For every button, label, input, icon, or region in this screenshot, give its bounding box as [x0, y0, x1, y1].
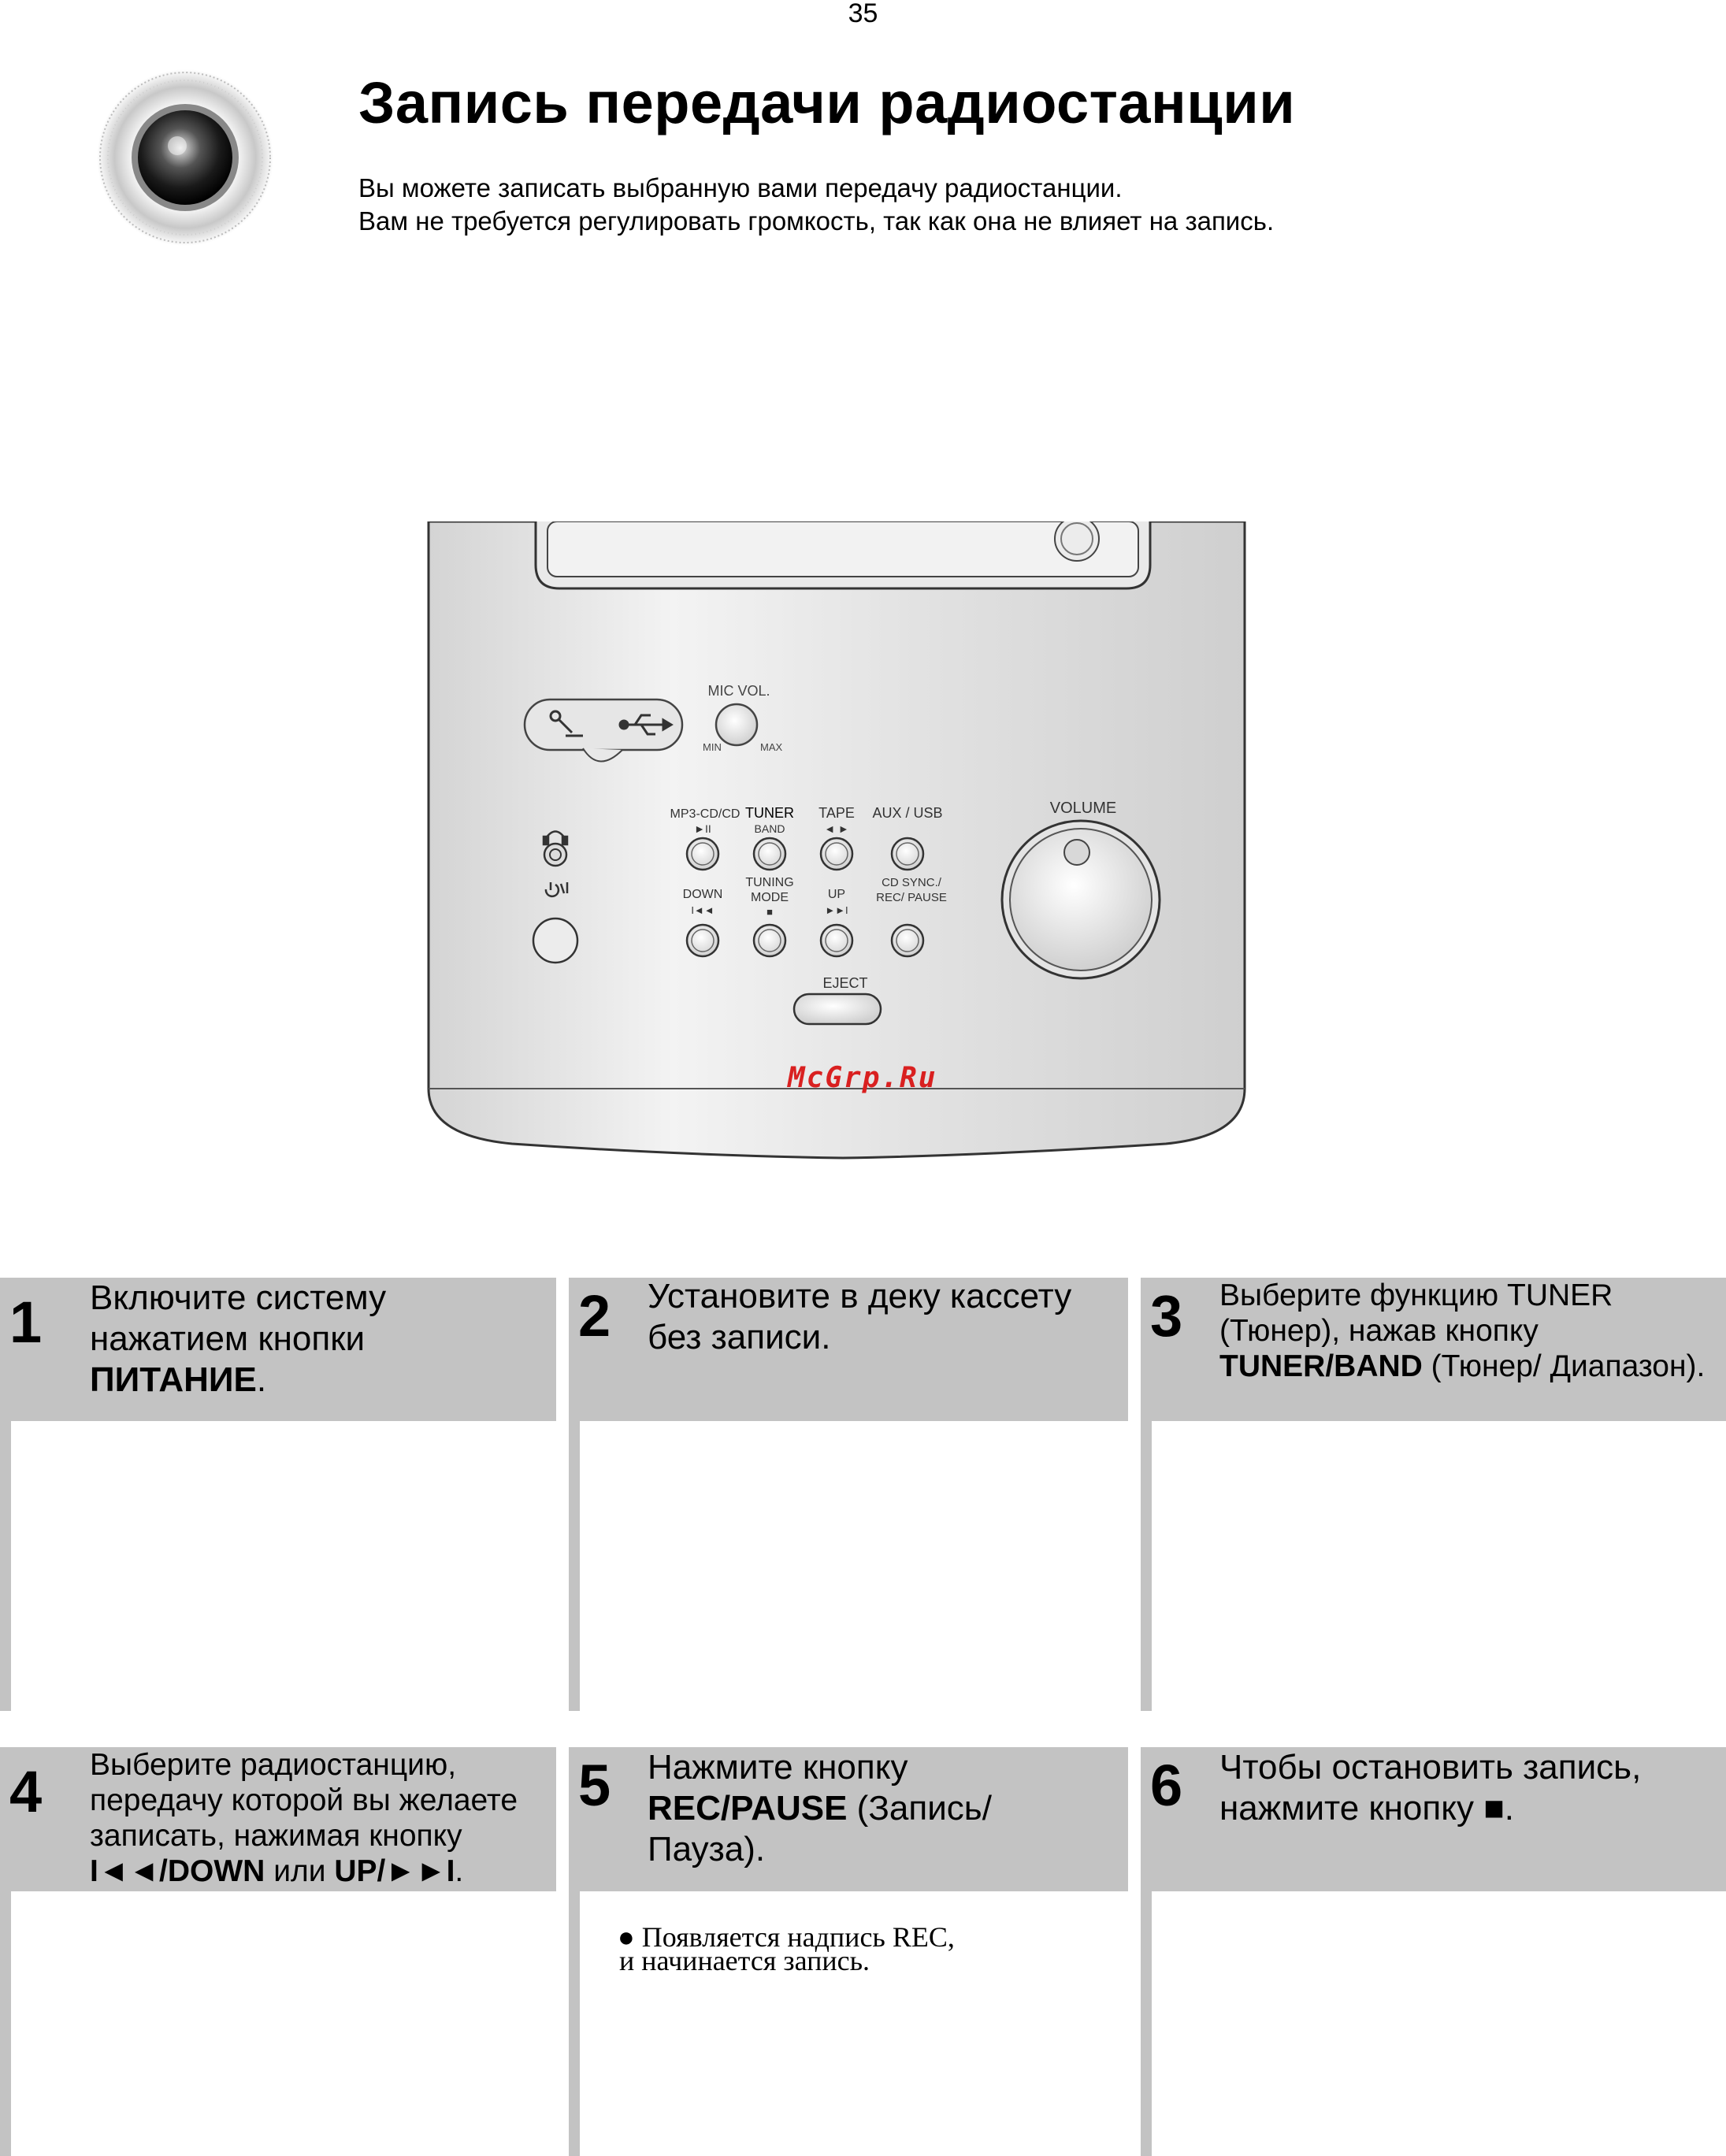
- power-button[interactable]: [533, 918, 577, 963]
- mp3cd-label: MP3-CD/CD: [670, 807, 741, 821]
- step-1: [0, 1278, 556, 1711]
- down-sub-label: I◄◄: [691, 904, 715, 916]
- step-6-number: 6: [1150, 1753, 1183, 1818]
- step-6: [1141, 1747, 1726, 2156]
- down-label: DOWN: [682, 888, 723, 901]
- step-6-text: Чтобы остановить запись, нажмите кнопку ■.: [1219, 1748, 1642, 1828]
- intro-text: [358, 172, 1274, 238]
- mic-vol-label: MIC VOL.: [707, 683, 770, 699]
- mic-vol-min-label: MIN: [703, 741, 722, 753]
- step-2: [569, 1278, 1128, 1711]
- eject-label: EJECT: [822, 975, 868, 991]
- up-sub-label: ►►I: [825, 904, 848, 916]
- step-5-note-line-2: и начинается запись.: [619, 1945, 870, 1976]
- tuner-label: TUNER: [745, 805, 794, 821]
- tuning-label: TUNING: [745, 876, 794, 889]
- recpause-label: REC/ PAUSE: [876, 891, 947, 904]
- step-5: [569, 1747, 1128, 2156]
- step-2-number: 2: [578, 1283, 611, 1349]
- mp3cd-sub-label: ►II: [694, 822, 711, 835]
- step-1-text: Включите систему нажатием кнопки ПИТАНИЕ.: [90, 1278, 387, 1399]
- step-5-note-line-1: Появляется надпись REC,: [641, 1921, 955, 1953]
- step-2-text: Установите в деку кассету без записи.: [648, 1277, 1072, 1356]
- tuning-sub-label: ■: [766, 906, 773, 918]
- up-label: UP: [827, 888, 846, 901]
- volume-label: VOLUME: [1049, 800, 1117, 817]
- step-4-number: 4: [9, 1759, 43, 1824]
- page-number: 35: [848, 0, 878, 28]
- cdsync-label: CD SYNC./: [882, 876, 941, 889]
- page-title: Запись передачи радиостанции: [358, 70, 1296, 135]
- step-3: [1141, 1278, 1726, 1711]
- step-3-number: 3: [1150, 1283, 1183, 1349]
- tape-label: TAPE: [818, 805, 855, 821]
- mic-vol-max-label: MAX: [760, 741, 783, 753]
- step-5-number: 5: [578, 1753, 611, 1818]
- aux-usb-label: AUX / USB: [872, 805, 943, 821]
- eject-button[interactable]: [794, 994, 881, 1024]
- step-5-text: Нажмите кнопку REC/PAUSE (Запись/ Пауза).: [648, 1748, 992, 1868]
- step-3-text: Выберите функцию TUNER (Тюнер), нажав кнопку TUNER/BAND (Тюнер/ Диапазон).: [1219, 1278, 1706, 1383]
- mic-vol-knob[interactable]: [716, 704, 757, 745]
- speaker-logo-icon: [95, 67, 276, 248]
- tuner-band-label: BAND: [754, 822, 785, 835]
- step-5-note: ● Появляется надпись REC, и начинается запись.: [618, 1921, 955, 1976]
- step-4: [0, 1747, 556, 2156]
- intro-line-1: Вы можете записать выбранную вами передачу радиостанции.: [358, 173, 1123, 202]
- tuning-mode-label: MODE: [751, 891, 789, 904]
- intro-line-2: Вам не требуется регулировать громкость, так как она не влияет на запись.: [358, 206, 1275, 236]
- step-1-number: 1: [9, 1290, 43, 1355]
- step-4-text: Выберите радиостанцию, передачу которой вы желаете записать, нажимая кнопку I◄◄/DOWN или UP/►►I.: [90, 1748, 518, 1888]
- headphone-jack[interactable]: [544, 844, 566, 866]
- tape-sub-label: ◄ ►: [824, 822, 849, 835]
- watermark: McGrp.Ru: [788, 1062, 937, 1094]
